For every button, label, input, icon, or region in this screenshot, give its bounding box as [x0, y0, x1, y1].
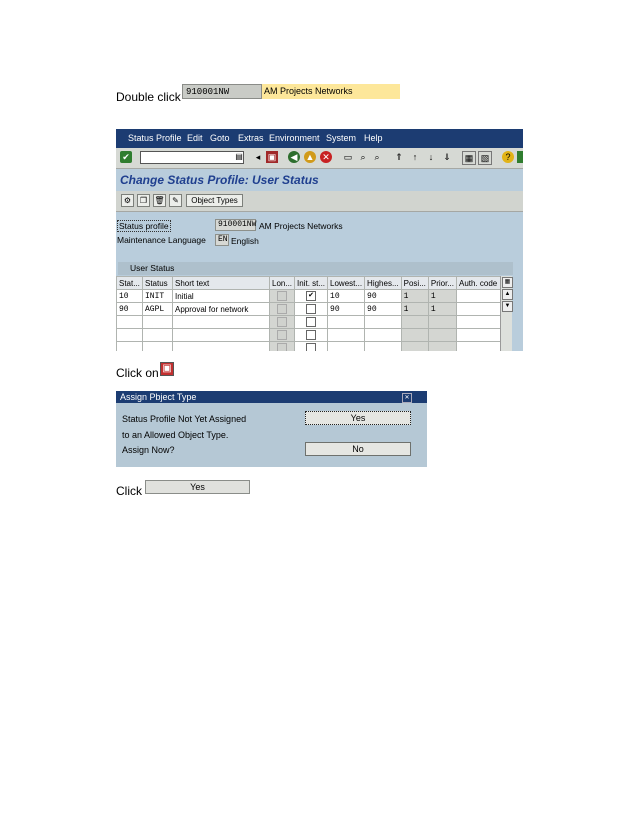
object-types-button[interactable]: Object Types — [186, 194, 243, 207]
cell-empty[interactable] — [401, 316, 428, 329]
column-header[interactable]: Prior... — [428, 277, 456, 290]
command-dropdown-icon[interactable]: ▤ — [235, 152, 243, 161]
column-settings-icon[interactable]: ▦ — [502, 277, 513, 288]
cell-empty[interactable] — [173, 342, 270, 352]
cell-empty[interactable] — [117, 316, 143, 329]
new-session-icon[interactable]: ▦ — [462, 151, 476, 165]
cell-empty[interactable] — [401, 329, 428, 342]
cell-short-text[interactable]: Initial — [173, 290, 270, 303]
status-profile-input[interactable]: 910001NW — [215, 219, 256, 231]
column-header[interactable]: Lowest... — [328, 277, 365, 290]
scroll-down-icon[interactable]: ▼ — [502, 301, 513, 312]
scroll-up-icon[interactable]: ▲ — [502, 289, 513, 300]
cell-empty[interactable] — [143, 316, 173, 329]
column-header[interactable]: Init. st... — [295, 277, 328, 290]
cell-empty[interactable] — [428, 342, 456, 352]
cell-status[interactable]: AGPL — [143, 303, 173, 316]
cell-long-text — [270, 316, 295, 329]
cell-stat[interactable]: 90 — [117, 303, 143, 316]
cell-empty[interactable] — [173, 329, 270, 342]
print-icon[interactable]: ▭ — [343, 152, 353, 162]
initial-status-checkbox[interactable]: ✔ — [306, 291, 316, 301]
initial-status-checkbox[interactable] — [306, 317, 316, 327]
cell-init — [295, 303, 328, 316]
exit-icon[interactable]: ▲ — [305, 152, 315, 162]
dialog-message-line-2: to an Allowed Object Type. — [122, 430, 229, 440]
column-header[interactable]: Highes... — [365, 277, 402, 290]
cell-empty[interactable] — [143, 329, 173, 342]
cell-empty[interactable] — [365, 329, 402, 342]
separator-icon: ◂ — [255, 152, 261, 162]
cell-empty[interactable] — [428, 316, 456, 329]
no-button[interactable]: No — [305, 442, 411, 456]
cell-stat[interactable]: 10 — [117, 290, 143, 303]
column-header[interactable]: Short text — [173, 277, 270, 290]
cell-status[interactable]: INIT — [143, 290, 173, 303]
cell-auth-code[interactable] — [456, 303, 501, 316]
close-icon[interactable]: ✕ — [402, 393, 412, 403]
menu-goto[interactable]: Goto — [210, 133, 230, 143]
find-next-icon[interactable]: ⌕ — [374, 152, 380, 162]
status-profile-description: AM Projects Networks — [262, 84, 400, 99]
last-page-icon[interactable]: ⇓ — [443, 152, 451, 162]
column-header[interactable]: Status — [143, 277, 173, 290]
cell-long-text — [270, 290, 295, 303]
cell-long-text — [270, 329, 295, 342]
cell-init — [295, 316, 328, 329]
cell-empty[interactable] — [365, 316, 402, 329]
next-page-icon[interactable]: ↓ — [428, 152, 434, 162]
menu-status-profile[interactable]: Status Profile — [128, 133, 182, 143]
cell-lowest[interactable]: 90 — [328, 303, 365, 316]
menu-help[interactable]: Help — [364, 133, 383, 143]
cancel-icon[interactable]: ✕ — [320, 151, 332, 163]
table-header-row — [117, 277, 502, 290]
help-icon[interactable]: ? — [502, 151, 514, 163]
cell-init — [295, 290, 328, 303]
delete-icon[interactable]: 🗑 — [154, 196, 165, 205]
back-icon[interactable]: ◀ — [288, 151, 300, 163]
column-header[interactable]: Stat... — [117, 277, 143, 290]
find-icon[interactable]: ⌕ — [360, 152, 366, 162]
cell-empty[interactable] — [456, 329, 501, 342]
cell-empty[interactable] — [328, 329, 365, 342]
cell-empty[interactable] — [328, 342, 365, 352]
cell-empty[interactable] — [456, 316, 501, 329]
initial-status-checkbox[interactable] — [306, 343, 316, 351]
edit-icon[interactable]: ✎ — [169, 194, 182, 207]
dialog-message-line-3: Assign Now? — [122, 445, 175, 455]
user-status-group-title: User Status — [118, 262, 513, 275]
cell-long-text — [270, 342, 295, 352]
long-text-checkbox — [277, 343, 287, 351]
menu-extras[interactable]: Extras — [238, 133, 264, 143]
table-row[interactable] — [117, 329, 502, 342]
table-row[interactable] — [117, 342, 502, 352]
page-title: Change Status Profile: User Status — [120, 173, 319, 187]
enter-icon[interactable]: ✔ — [120, 151, 132, 163]
cell-highest[interactable]: 90 — [365, 303, 402, 316]
cell-empty[interactable] — [328, 316, 365, 329]
long-text-checkbox — [277, 330, 287, 340]
cell-init — [295, 342, 328, 352]
status-profile-code-field[interactable]: 910001NW — [182, 84, 262, 99]
cell-lowest[interactable]: 10 — [328, 290, 365, 303]
cell-empty[interactable] — [365, 342, 402, 352]
cell-priority[interactable]: 1 — [428, 303, 456, 316]
first-page-icon[interactable]: ⇑ — [395, 152, 403, 162]
initial-status-checkbox[interactable] — [306, 304, 316, 314]
cell-empty[interactable] — [401, 342, 428, 352]
sap-status-profile-window — [116, 129, 523, 351]
cell-empty[interactable] — [117, 342, 143, 352]
instruction-click-yes: Click — [116, 484, 142, 498]
maintenance-language-description: English — [231, 236, 259, 246]
long-text-checkbox — [277, 304, 287, 314]
cell-empty[interactable] — [143, 342, 173, 352]
cell-empty[interactable] — [428, 329, 456, 342]
long-text-checkbox — [277, 317, 287, 327]
cell-short-text[interactable]: Approval for network — [173, 303, 270, 316]
display-change-icon[interactable]: ⚙ — [121, 194, 134, 207]
menu-environment[interactable]: Environment — [269, 133, 320, 143]
user-status-table — [116, 276, 502, 351]
cell-empty[interactable] — [173, 316, 270, 329]
cell-auth-code[interactable] — [456, 290, 501, 303]
dialog-message-line-1: Status Profile Not Yet Assigned — [122, 414, 247, 424]
column-header[interactable]: Lon... — [270, 277, 295, 290]
shortcut-icon[interactable]: ▧ — [478, 151, 492, 165]
dialog-title: Assign Pbject Type — [116, 391, 427, 403]
status-profile-description-text: AM Projects Networks — [259, 221, 343, 231]
cell-long-text — [270, 303, 295, 316]
status-profile-label: Status profile — [119, 221, 169, 231]
application-toolbar — [116, 191, 523, 212]
instruction-click-save: Click on — [116, 366, 159, 380]
cell-priority[interactable]: 1 — [428, 290, 456, 303]
initial-status-checkbox[interactable] — [306, 330, 316, 340]
layout-icon[interactable] — [517, 151, 523, 163]
previous-page-icon[interactable]: ↑ — [412, 152, 418, 162]
menu-edit[interactable]: Edit — [187, 133, 203, 143]
save-icon[interactable]: ▣ — [267, 152, 277, 162]
cell-position[interactable]: 1 — [401, 290, 428, 303]
yes-button[interactable]: Yes — [145, 480, 250, 494]
assign-object-type-dialog — [116, 391, 427, 467]
column-header[interactable]: Posi... — [401, 277, 428, 290]
table-scrollbar[interactable] — [500, 276, 512, 351]
cell-position[interactable]: 1 — [401, 303, 428, 316]
long-text-checkbox — [277, 291, 287, 301]
save-icon[interactable]: ▣ — [160, 362, 174, 376]
yes-button[interactable]: Yes — [305, 411, 411, 425]
cell-init — [295, 329, 328, 342]
cell-highest[interactable]: 90 — [365, 290, 402, 303]
cell-empty[interactable] — [456, 342, 501, 352]
table-row[interactable] — [117, 303, 502, 316]
copy-icon[interactable]: ❐ — [137, 194, 150, 207]
maintenance-language-input[interactable]: EN — [215, 234, 229, 246]
table-row[interactable] — [117, 290, 502, 303]
instruction-double-click: Double click — [116, 90, 181, 104]
table-row[interactable] — [117, 316, 502, 329]
column-header[interactable]: Auth. code — [456, 277, 501, 290]
maintenance-language-label: Maintenance Language — [117, 235, 206, 245]
cell-empty[interactable] — [117, 329, 143, 342]
menu-bar — [116, 129, 523, 148]
menu-system[interactable]: System — [326, 133, 357, 143]
command-field[interactable] — [140, 151, 244, 164]
system-toolbar — [116, 148, 523, 169]
